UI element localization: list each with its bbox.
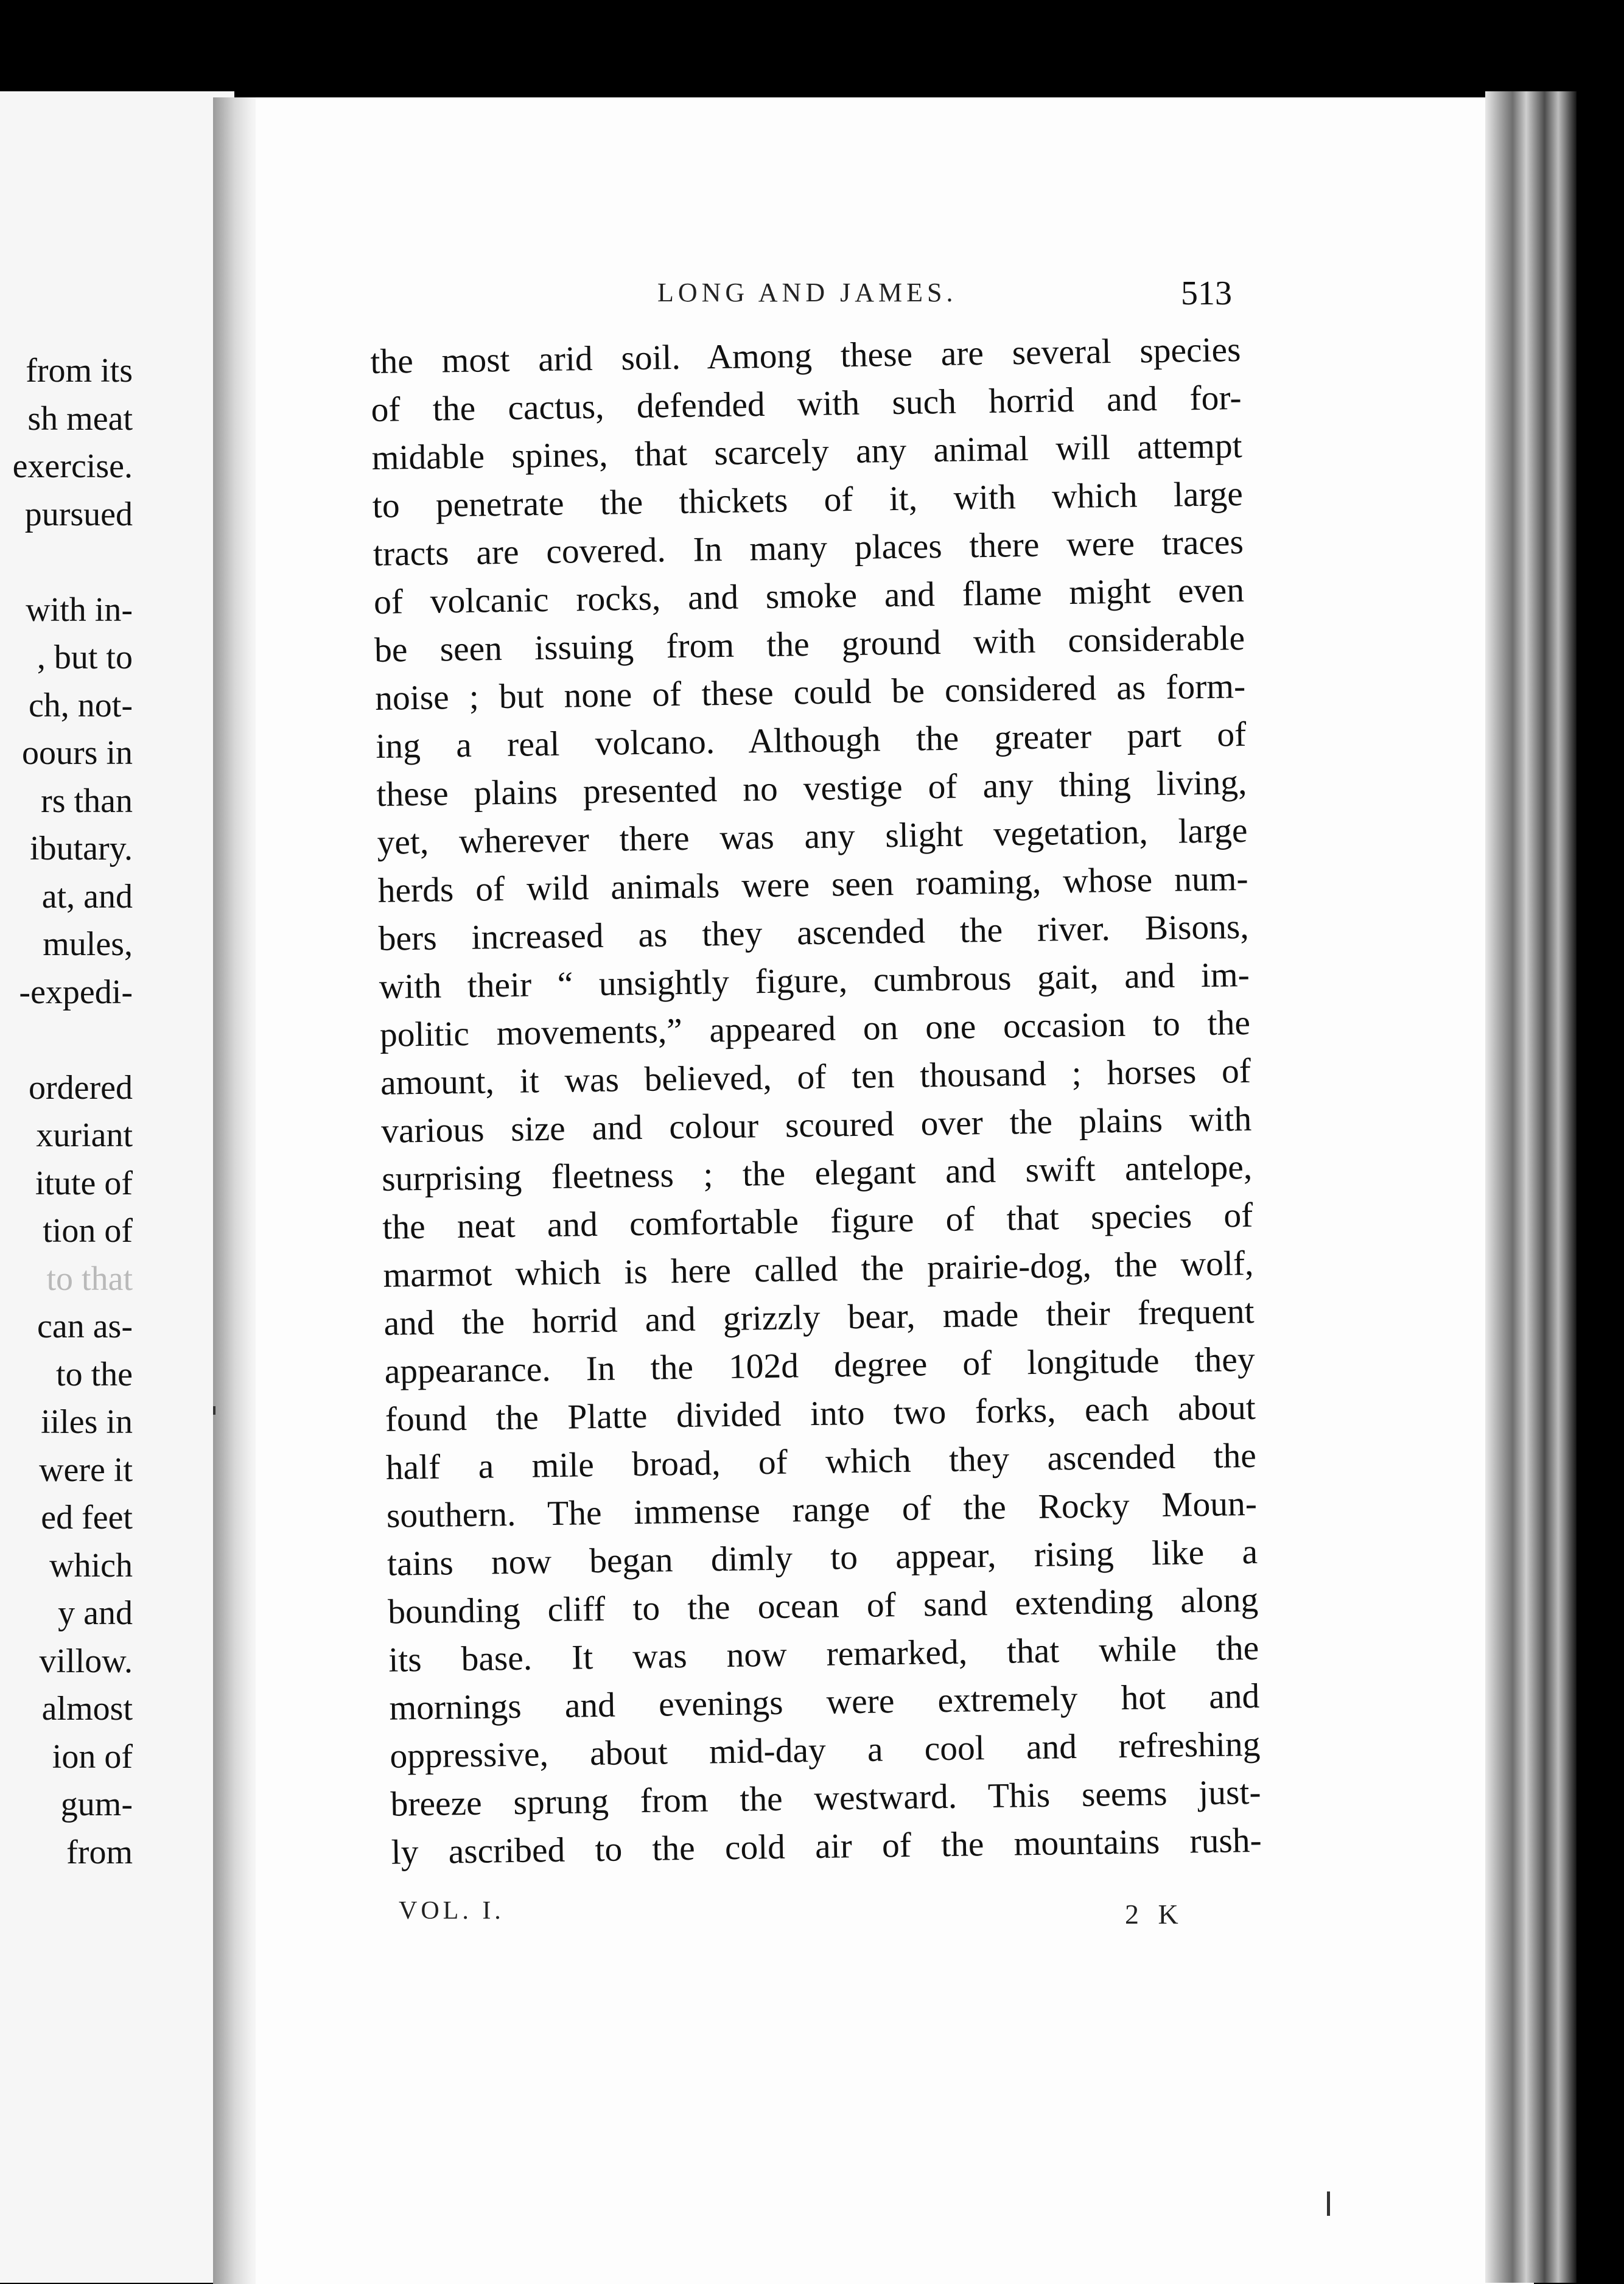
text-line: its base. It was now remarked, that while the	[388, 1628, 1259, 1680]
text-line: southern. The immense range of the Rocky Moun-	[386, 1484, 1258, 1535]
speck-mark	[1327, 2191, 1330, 2216]
running-header: LONG AND JAMES.	[657, 278, 957, 307]
left-text-line: ordered	[28, 1068, 133, 1107]
left-text-line: -expedi-	[19, 973, 133, 1011]
text-line: yet, wherever there was any slight vegetation, large	[377, 811, 1248, 862]
text-line: noise ; but none of these could be considered as form-	[374, 667, 1246, 718]
page-number: 513	[1181, 275, 1232, 312]
text-line: amount, it was believed, of ten thousand ; horses of	[380, 1051, 1251, 1102]
text-line: found the Platte divided into two forks, each about	[385, 1388, 1256, 1439]
left-text-line: exercise.	[12, 447, 133, 485]
left-text-line: almost	[41, 1690, 133, 1728]
text-line: various size and colour scoured over the plains with	[380, 1099, 1252, 1151]
left-text-line: ed feet	[41, 1499, 133, 1536]
text-line: of volcanic rocks, and smoke and flame might even	[373, 570, 1245, 622]
text-line: with their “ unsightly figure, cumbrous gait, and im-	[379, 955, 1250, 1006]
text-line: and the horrid and grizzly bear, made their frequent	[383, 1292, 1255, 1343]
text-line: politic movements,” appeared on one occasion to the	[379, 1003, 1251, 1054]
text-line: these plains presented no vestige of any thing living,	[376, 763, 1247, 814]
left-text-line: at, and	[41, 877, 133, 916]
left-text-line: y and	[58, 1594, 133, 1632]
text-line: tracts are covered. In many places there were traces	[373, 523, 1244, 573]
left-text-line: ch, not-	[28, 686, 133, 724]
left-text-line: ibutary.	[30, 830, 133, 867]
left-text-line: gum-	[60, 1785, 133, 1823]
left-text-line: sh meat	[27, 399, 133, 438]
text-line: ly ascribed to the cold air of the mountains rush-	[391, 1821, 1262, 1872]
text-line: oppressive, about mid-day a cool and refreshing	[390, 1725, 1261, 1776]
text-line: be seen issuing from the ground with considerable	[374, 618, 1245, 670]
text-line: bounding cliff to the ocean of sand extending along	[387, 1580, 1259, 1631]
left-text-line: pursued	[24, 495, 133, 533]
speck-mark	[213, 1406, 215, 1415]
left-text-line: which	[49, 1546, 133, 1585]
left-text-line: rs than	[41, 782, 133, 820]
left-text-line: xuriant	[36, 1116, 133, 1154]
text-line: appearance. In the 102d degree of longitude they	[384, 1340, 1256, 1391]
body-text	[370, 326, 1262, 1877]
left-text-line: mules,	[43, 925, 133, 963]
left-text-line: ion of	[52, 1737, 133, 1776]
text-line: surprising fleetness ; the elegant and swift antelope,	[381, 1147, 1253, 1199]
left-text-line: with in-	[26, 590, 133, 629]
text-line: half a mile broad, of which they ascended the	[385, 1436, 1257, 1487]
left-text-line: iiles in	[41, 1403, 133, 1441]
left-text-line: from	[66, 1833, 133, 1871]
text-line: breeze sprung from the westward. This seems just-	[390, 1773, 1261, 1824]
text-line: the neat and comfortable figure of that species of	[382, 1196, 1253, 1247]
footer-signature: 2 K	[1125, 1899, 1185, 1930]
text-line: mornings and evenings were extremely hot and	[388, 1676, 1260, 1728]
left-text-line: oours in	[22, 734, 133, 772]
text-line: marmot which is here called the prairie-dog, the wolf,	[383, 1244, 1254, 1295]
left-text-line: from its	[26, 352, 133, 390]
left-text-line: were it	[39, 1451, 133, 1489]
text-line: bers increased as they ascended the river. Bisons,	[378, 907, 1250, 958]
text-line: the most arid soil. Among these are several species	[370, 331, 1241, 381]
left-text-line: can as-	[37, 1308, 133, 1345]
left-text-line: itute of	[35, 1164, 133, 1202]
text-line: tains now began dimly to appear, rising like a	[387, 1532, 1258, 1583]
left-text-line: villow.	[39, 1642, 133, 1680]
left-text-line: , but to	[37, 639, 133, 676]
footer-volume: VOL. I.	[399, 1897, 505, 1925]
left-text-line: tion of	[43, 1212, 133, 1250]
text-line: ing a real volcano. Although the greater part of	[375, 715, 1247, 766]
page-edges	[1485, 91, 1577, 2283]
left-text-line: to that	[46, 1259, 133, 1298]
text-line: midable spines, that scarcely any animal will attempt	[371, 427, 1243, 477]
text-line: herds of wild animals were seen roaming, whose num-	[377, 859, 1248, 910]
text-line: to penetrate the thickets of it, with which large	[372, 475, 1244, 525]
text-line: of the cactus, defended with such horrid and for-	[371, 379, 1242, 429]
left-text-line: to the	[56, 1355, 133, 1393]
